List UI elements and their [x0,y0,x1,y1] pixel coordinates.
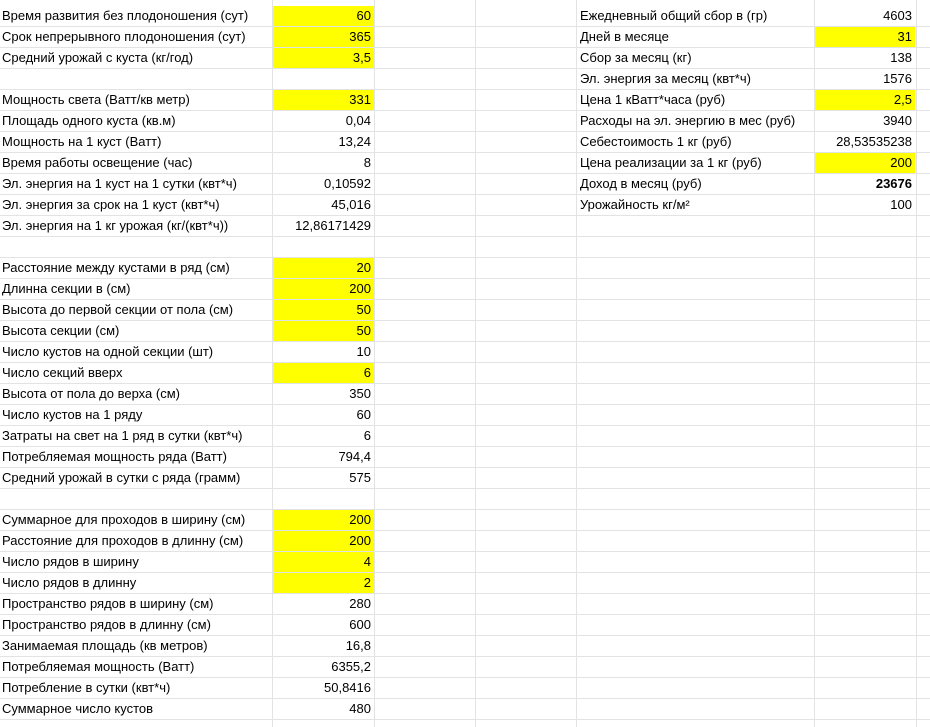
parameter-value-cell[interactable]: 6 [363,428,371,443]
parameter-label-cell[interactable]: Пространство рядов в длинну (см) [2,617,211,632]
parameter-label-cell[interactable]: Эл. энергия на 1 куст на 1 сутки (квт*ч) [2,176,237,191]
parameter-value-cell[interactable]: 50,8416 [324,680,371,695]
summary-label-cell[interactable]: Сбор за месяц (кг) [580,50,692,65]
parameter-value-cell[interactable]: 200 [273,531,374,551]
parameter-label-cell[interactable]: Время развития без плодоношения (сут) [2,8,249,23]
parameter-label-cell[interactable]: Мощность света (Ватт/кв метр) [2,92,190,107]
parameter-label-cell[interactable]: Число кустов на 1 ряду [2,407,143,422]
sheet-row [0,636,930,657]
parameter-label-cell[interactable]: Затраты на свет на 1 ряд в сутки (квт*ч) [2,428,243,443]
sheet-row [0,90,930,111]
parameter-value-cell[interactable]: 16,8 [345,638,371,653]
summary-value-cell[interactable]: 1576 [883,71,912,86]
sheet-row [0,48,930,69]
parameter-value-cell[interactable]: 45,016 [331,197,371,212]
parameter-value-cell[interactable]: 20 [273,258,374,278]
summary-label-cell[interactable]: Эл. энергия за месяц (квт*ч) [580,71,751,86]
parameter-label-cell[interactable] [0,489,272,509]
parameter-label-cell[interactable]: Занимаемая площадь (кв метров) [2,638,208,653]
parameter-value-cell[interactable]: 3,5 [273,48,374,68]
sheet-row [0,69,930,90]
sheet-row [0,195,930,216]
parameter-label-cell[interactable]: Суммарное для проходов в ширину (см) [2,512,246,527]
sheet-row [0,594,930,615]
sheet-row [0,699,930,720]
parameter-value-cell[interactable]: 0,04 [345,113,371,128]
parameter-label-cell[interactable]: Средний урожай в сутки с ряда (грамм) [2,470,241,485]
sheet-row [0,342,930,363]
summary-value-cell[interactable]: 4603 [883,8,912,23]
parameter-value-cell[interactable]: 794,4 [338,449,371,464]
sheet-row [0,657,930,678]
parameter-value-cell[interactable]: 575 [349,470,371,485]
sheet-row [0,384,930,405]
parameter-value-cell[interactable]: 365 [273,27,374,47]
parameter-label-cell[interactable]: Число секций вверх [2,365,123,380]
summary-value-cell[interactable]: 3940 [883,113,912,128]
parameter-value-cell[interactable]: 50 [273,321,374,341]
parameter-value-cell[interactable] [273,489,374,509]
sheet-row [0,279,930,300]
parameter-value-cell[interactable]: 60 [273,6,374,26]
summary-value-cell[interactable]: 138 [890,50,912,65]
summary-label-cell[interactable]: Дней в месяце [580,29,669,44]
parameter-label-cell[interactable] [0,69,272,89]
sheet-row [0,27,930,48]
sheet-row [0,174,930,195]
parameter-value-cell[interactable]: 0,10592 [324,176,371,191]
parameter-label-cell[interactable]: Эл. энергия за срок на 1 куст (квт*ч) [2,197,220,212]
sheet-row [0,615,930,636]
sheet-row [0,6,930,27]
sheet-row [0,426,930,447]
parameter-label-cell[interactable]: Расстояние для проходов в длинну (см) [2,533,244,548]
parameter-label-cell[interactable]: Высота секции (см) [2,323,120,338]
parameter-value-cell[interactable]: 200 [273,279,374,299]
parameter-value-cell[interactable]: 4 [273,552,374,572]
parameter-value-cell[interactable]: 13,24 [338,134,371,149]
summary-label-cell[interactable]: Цена реализации за 1 кг (руб) [580,155,762,170]
summary-label-cell[interactable]: Доход в месяц (руб) [580,176,702,191]
parameter-label-cell[interactable]: Потребляемая мощность ряда (Ватт) [2,449,227,464]
parameter-label-cell[interactable]: Расстояние между кустами в ряд (см) [2,260,230,275]
parameter-label-cell[interactable]: Мощность на 1 куст (Ватт) [2,134,162,149]
parameter-label-cell[interactable]: Суммарное число кустов [2,701,154,716]
sheet-row [0,300,930,321]
sheet-row [0,489,930,510]
summary-label-cell[interactable]: Урожайность кг/м² [580,197,690,212]
parameter-label-cell[interactable]: Число рядов в длинну [2,575,137,590]
parameter-value-cell[interactable]: 6 [273,363,374,383]
sheet-row [0,531,930,552]
parameter-value-cell[interactable]: 350 [349,386,371,401]
sheet-row [0,552,930,573]
sheet-row [0,363,930,384]
parameter-label-cell[interactable]: Площадь одного куста (кв.м) [2,113,176,128]
parameter-value-cell[interactable]: 12,86171429 [295,218,371,233]
sheet-row [0,216,930,237]
summary-label-cell[interactable]: Расходы на эл. энергию в мес (руб) [580,113,796,128]
parameter-label-cell[interactable]: Высота до первой секции от пола (см) [2,302,234,317]
sheet-row [0,405,930,426]
parameter-value-cell[interactable]: 50 [273,300,374,320]
summary-value-cell[interactable]: 23676 [875,176,912,191]
parameter-value-cell[interactable] [273,69,374,89]
summary-value-cell[interactable]: 200 [815,153,915,173]
parameter-value-cell[interactable]: 10 [356,344,371,359]
sheet-row [0,153,930,174]
sheet-row [0,111,930,132]
parameter-label-cell[interactable]: Пространство рядов в ширину (см) [2,596,214,611]
parameter-label-cell[interactable]: Длинна секции в (см) [2,281,131,296]
sheet-row [0,678,930,699]
parameter-label-cell[interactable]: Высота от пола до верха (см) [2,386,180,401]
parameter-label-cell[interactable]: Число рядов в ширину [2,554,139,569]
parameter-label-cell[interactable]: Эл. энергия на 1 кг урожая (кг/(квт*ч)) [2,218,229,233]
summary-value-cell[interactable]: 31 [815,27,915,47]
sheet-row [0,468,930,489]
parameter-label-cell[interactable]: Срок непрерывного плодоношения (сут) [2,29,246,44]
parameter-value-cell[interactable]: 200 [273,510,374,530]
summary-label-cell[interactable]: Ежедневный общий сбор в (гр) [580,8,768,23]
parameter-label-cell[interactable]: Число кустов на одной секции (шт) [2,344,214,359]
summary-value-cell[interactable]: 28,53535238 [836,134,912,149]
sheet-row [0,573,930,594]
parameter-label-cell[interactable] [0,237,272,257]
parameter-label-cell[interactable]: Потребляемая мощность (Ватт) [2,659,195,674]
sheet-row [0,258,930,279]
summary-value-cell[interactable]: 2,5 [815,90,915,110]
parameter-label-cell[interactable]: Время работы освещение (час) [2,155,193,170]
parameter-value-cell[interactable]: 600 [349,617,371,632]
parameter-label-cell[interactable]: Потребление в сутки (квт*ч) [2,680,171,695]
sheet-row [0,132,930,153]
parameter-value-cell[interactable]: 8 [363,155,371,170]
parameter-value-cell[interactable]: 6355,2 [331,659,371,674]
parameter-value-cell[interactable]: 60 [356,407,371,422]
sheet-row [0,447,930,468]
sheet-row [0,237,930,258]
sheet-row [0,321,930,342]
parameter-value-cell[interactable]: 280 [349,596,371,611]
sheet-row [0,510,930,531]
parameter-label-cell[interactable]: Средний урожай с куста (кг/год) [2,50,194,65]
parameter-value-cell[interactable]: 331 [273,90,374,110]
summary-label-cell[interactable]: Цена 1 кВатт*часа (руб) [580,92,726,107]
parameter-value-cell[interactable]: 2 [273,573,374,593]
summary-value-cell[interactable]: 100 [890,197,912,212]
parameter-value-cell[interactable]: 480 [349,701,371,716]
parameter-value-cell[interactable] [273,237,374,257]
summary-label-cell[interactable]: Себестоимость 1 кг (руб) [580,134,732,149]
